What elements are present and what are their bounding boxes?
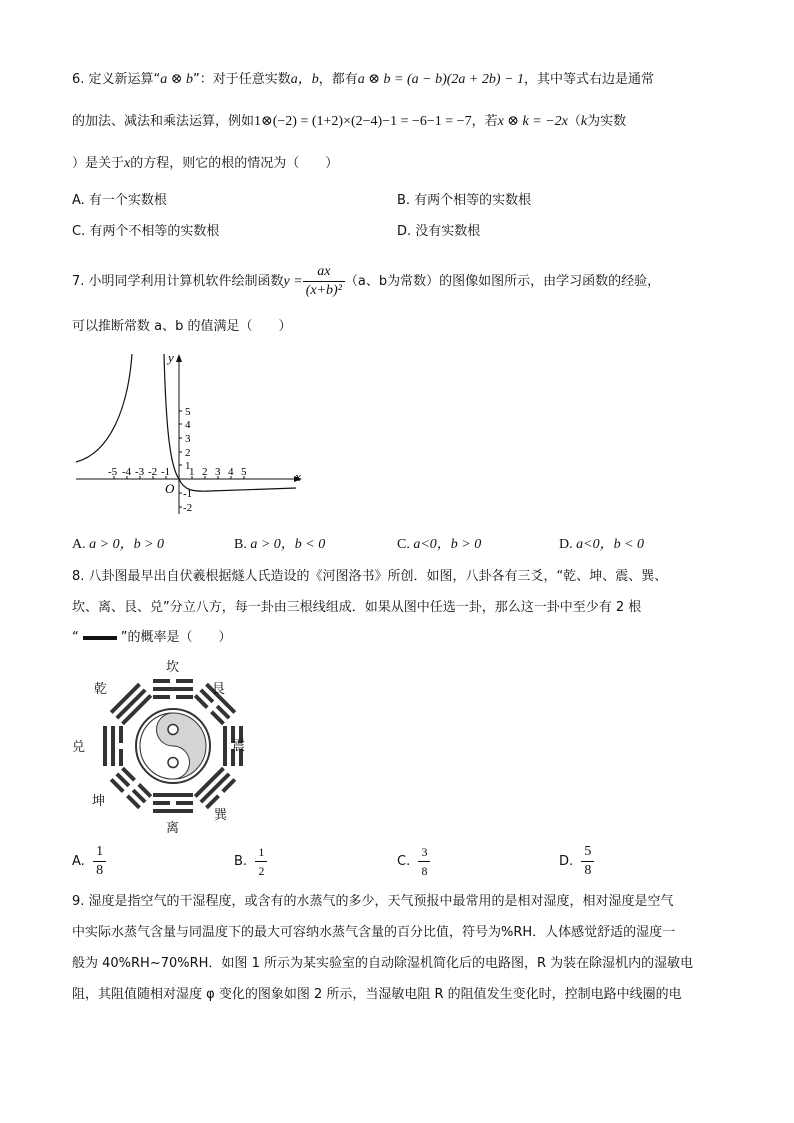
option-label: A. — [72, 854, 85, 869]
fraction-numerator: 1 — [255, 843, 267, 862]
q7-function-graph — [70, 348, 310, 520]
q6-line-1 — [72, 70, 654, 90]
q6-option-b[interactable]: B. 有两个相等的实数根 — [397, 193, 532, 208]
fraction-denominator: 2 — [258, 864, 265, 878]
option-label: D. — [559, 854, 574, 869]
fraction-numerator: 1 — [93, 843, 106, 862]
q6-text: ”：对于任意实数 — [193, 72, 291, 87]
x-tick-label: 4 — [228, 466, 234, 478]
q6-x: x — [124, 156, 131, 171]
q6-text: 的方程，则它的根的情况为（ ） — [130, 156, 339, 171]
label-kun: 坤 — [92, 793, 106, 808]
x-tick-label: -4 — [122, 466, 132, 478]
y-axis-arrow — [176, 354, 182, 362]
x-tick-label: -2 — [148, 466, 158, 478]
q6-formula: a ⊗ b = (a − b)(2a + 2b) − 1 — [357, 72, 524, 87]
q8-option-c[interactable] — [397, 843, 430, 880]
option-label: D. — [559, 537, 573, 552]
q6-text: ，都有 — [318, 72, 358, 87]
y-tick-label: 1 — [185, 460, 191, 472]
fraction-denominator: 8 — [421, 864, 428, 878]
y-axis-label: y — [168, 350, 174, 365]
q6-option-a[interactable]: A. 有一个实数根 — [72, 193, 167, 208]
trigram-dui — [103, 726, 123, 766]
y-tick-label: 5 — [185, 406, 191, 418]
q7-function-fraction — [303, 263, 345, 300]
q7-func-numerator: ax — [303, 263, 345, 282]
y-tick-label: 3 — [185, 433, 191, 445]
q7-line-2: 可以推断常数 a、b 的值满足（ ） — [72, 319, 292, 334]
option-text: a > 0，b > 0 — [89, 537, 165, 552]
q9-line-1: 9. 湿度是指空气的干湿程度，或含有的水蒸气的多少，天气预报中最常用的是相对湿度，相对湿度是空气 — [72, 894, 674, 909]
x-tick-label: 3 — [215, 466, 221, 478]
option-text: a<0，b > 0 — [413, 537, 482, 552]
q7-option-b[interactable] — [234, 535, 325, 555]
x-tick-label: 5 — [241, 466, 247, 478]
label-xun: 巽 — [214, 807, 228, 822]
solid-line-symbol — [83, 636, 117, 640]
label-gen: 艮 — [212, 681, 226, 696]
fraction-numerator: 5 — [581, 843, 594, 862]
x-tick-label: -3 — [135, 466, 145, 478]
q8-line-2: 坎、离、艮、兑”分立八方，每一卦由三根线组成．如果从图中任选一卦，那么这一卦中至少有 2 根 — [72, 600, 642, 615]
x-tick-label: -1 — [161, 466, 171, 478]
y-tick-label: -1 — [183, 488, 193, 500]
q6-text: 6. 定义新运算“ — [72, 72, 161, 87]
q6-text: 为实数 — [587, 114, 627, 129]
option-label: B. — [234, 537, 247, 552]
q7-option-a[interactable] — [72, 535, 164, 555]
option-text: a<0，b < 0 — [576, 537, 645, 552]
option-label: B. — [234, 854, 248, 869]
fraction-numerator: 3 — [418, 843, 430, 862]
q6-text: （ — [567, 114, 581, 129]
q6-example: 1⊗(−2) = (1+2)×(2−4)−1 = −6−1 = −7 — [254, 114, 472, 129]
q7-option-d[interactable] — [559, 535, 644, 555]
option-fraction — [255, 843, 267, 880]
q9-line-2: 中实际水蒸气含量与同温度下的最大可容纳水蒸气含量的百分比值，符号为%RH．人体感觉舒适的湿度一 — [72, 925, 676, 940]
x-tick-label: 1 — [189, 466, 195, 478]
q7-text: 7. 小明同学利用计算机软件绘制函数 — [72, 274, 284, 289]
label-zhen-outer: 震 — [232, 739, 246, 754]
q6-line-2 — [72, 112, 626, 132]
q9-line-3: 般为 40%RH~70%RH．如图 1 所示为某实验室的自动除湿机简化后的电路图，R 为装在除湿机内的湿敏电 — [72, 956, 694, 971]
option-label: A. — [72, 537, 86, 552]
q7-func-lhs: y = — [283, 274, 303, 289]
q8-line-3 — [72, 628, 232, 648]
q7-func-denominator: (x+b)² — [305, 283, 342, 298]
q6-text: 的加法、减法和乘法运算，例如 — [72, 114, 255, 129]
label-dui: 兑 — [72, 740, 86, 755]
q8-text: ”的概率是（ ） — [120, 630, 232, 645]
q7-line-1 — [72, 262, 660, 302]
q6-text: ，其中等式右边是通常 — [523, 72, 654, 87]
q8-line-1: 8. 八卦图最早出自伏羲根据燧人氏造设的《河图洛书》所创．如图，八卦各有三爻，“乾、坤、震、巽、 — [72, 569, 668, 584]
x-axis-label: x — [295, 469, 301, 484]
option-label: C. — [397, 537, 410, 552]
q8-option-a[interactable] — [72, 843, 106, 880]
fraction-denominator: 8 — [96, 863, 104, 878]
trigram-kan — [153, 679, 193, 699]
x-tick-label: 2 — [202, 466, 208, 478]
y-tick-label: -2 — [183, 502, 193, 514]
q6-equation: x ⊗ k = −2x — [497, 114, 568, 129]
option-text: a > 0，b < 0 — [250, 537, 326, 552]
label-kan: 坎 — [166, 659, 180, 674]
trigram-li — [153, 793, 193, 813]
q6-operator: a ⊗ b — [160, 72, 194, 87]
option-fraction — [581, 843, 594, 880]
option-fraction — [418, 843, 430, 880]
q8-text: “ — [72, 630, 79, 645]
q6-k: k — [580, 114, 588, 129]
q7-option-c[interactable] — [397, 535, 481, 555]
q6-option-c[interactable]: C. 有两个不相等的实数根 — [72, 224, 220, 239]
q6-text: ）是关于 — [72, 156, 125, 171]
q6-line-3 — [72, 154, 338, 174]
q8-option-b[interactable] — [234, 843, 267, 880]
q6-variables: a，b — [290, 72, 319, 87]
fraction-denominator: 8 — [584, 863, 592, 878]
q7-text: （a、b为常数）的图像如图所示，由学习函数的经验， — [344, 274, 661, 289]
option-label: C. — [397, 854, 411, 869]
q9-line-4: 阻，其阻值随相对湿度 φ 变化的图象如图 2 所示，当湿敏电阻 R 的阻值发生变化时，控制电路中线圈的电 — [72, 987, 682, 1002]
q6-text: ，若 — [471, 114, 498, 129]
label-qian: 乾 — [94, 681, 108, 696]
q6-option-d[interactable]: D. 没有实数根 — [397, 224, 481, 239]
function-curve-left — [76, 354, 132, 462]
option-fraction — [93, 843, 106, 880]
trigram-kun — [110, 767, 152, 809]
y-tick-label: 2 — [185, 447, 191, 459]
q8-option-d[interactable] — [559, 843, 594, 880]
trigram-xun — [194, 767, 236, 809]
x-tick-label: -5 — [108, 466, 118, 478]
yin-yang-symbol — [136, 709, 210, 783]
y-tick-label: 4 — [185, 419, 191, 431]
origin-label: O — [165, 481, 175, 496]
label-li: 离 — [166, 820, 180, 835]
trigram-qian — [110, 683, 152, 725]
